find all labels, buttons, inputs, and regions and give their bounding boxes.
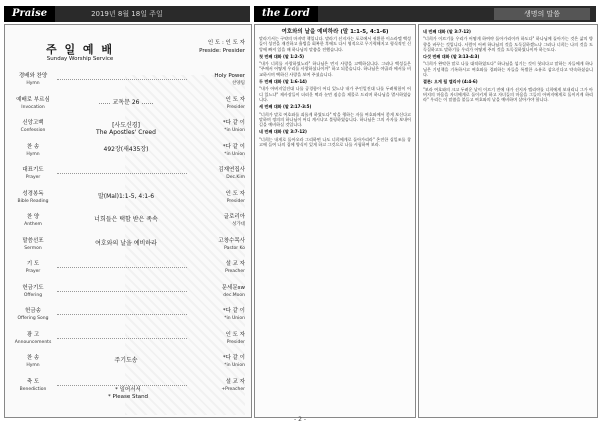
row-content: [사도신경] The Apostles' Creed — [96, 122, 156, 136]
row-person-ko: *다 같 이 — [222, 120, 245, 126]
row-person-ko: *다 같 이 — [222, 143, 245, 150]
row-person-en: 성가대 — [231, 222, 245, 227]
worship-row — [11, 214, 245, 236]
dotted-leader — [57, 314, 187, 315]
worship-row — [11, 167, 245, 189]
worship-row — [11, 285, 245, 307]
row-person — [191, 285, 245, 299]
dotted-leader — [57, 338, 187, 339]
dotted-leader — [57, 79, 187, 80]
right-banner — [254, 6, 596, 22]
row-person-en: Dec.Kim — [226, 175, 245, 180]
row-label-ko: 찬 양 — [26, 214, 40, 220]
row-person-en: Presider — [226, 339, 245, 345]
row-label-ko: 신앙고백 — [22, 120, 44, 126]
life-word-panel — [418, 24, 598, 418]
row-person-ko: 인 도 자 — [225, 190, 245, 197]
row-label-en: Bible Reading — [17, 198, 49, 204]
worship-row — [11, 120, 245, 142]
worship-row — [11, 261, 245, 283]
row-label-en: Hymn — [26, 81, 40, 86]
row-content: 여호와의 날을 예비하라 — [95, 239, 157, 247]
worship-row — [11, 332, 245, 354]
text-paragraph: "너희가 완악한 말로 나를 대적하였도다" 하나님을 섬기는 것이 헛되다고 말하는 자들에게 하나님은 기념책을 기록하시고 여호와를 경외하는 자들을 특별한 소유로 삼으신다고 약속하셨습니다. — [423, 61, 593, 78]
row-label — [11, 214, 55, 228]
text-paragraph: 네 번째 대화 (말 3:7-12) — [423, 29, 471, 34]
row-person-ko: Holy Power — [214, 73, 245, 79]
row-person-ko: 설 교 자 — [225, 378, 245, 385]
row-label-en: Hymn — [26, 151, 40, 157]
row-person — [191, 167, 245, 181]
row-label-ko: 광 고 — [26, 331, 40, 338]
worship-row — [11, 73, 245, 95]
row-label-ko: 찬 송 — [26, 143, 40, 150]
service-date: 2019년 8월 18일 주일 — [91, 10, 163, 18]
text-paragraph: 두 번째 대화 (말 1:6-14) — [259, 79, 307, 85]
row-label-ko: 대표기도 — [22, 167, 44, 173]
text-paragraph: "너희는 내게로 돌아오라 그리하면 나도 너희에게로 돌아가리라" 온전한 십일조를 창고에 들여 나의 집에 양식이 있게 하고 그것으로 나를 시험하여 보라. — [259, 136, 411, 148]
row-label — [11, 167, 55, 181]
row-person-en: dec.Moon — [223, 292, 245, 298]
row-content: 너희들은 택함 받은 족속 — [94, 216, 158, 223]
row-person-en: 찬양팀 — [231, 81, 245, 86]
row-label-en: Offering — [23, 292, 43, 298]
left-banner — [4, 6, 250, 22]
worship-order-panel — [4, 24, 252, 418]
worship-row — [11, 144, 245, 166]
row-label-ko: 축 도 — [26, 378, 40, 385]
text-paragraph: 결론: 오게 될 엘리야 (4:4-6) — [423, 79, 478, 85]
row-person-ko: 인 도 자 — [225, 331, 245, 338]
sermon-heading: 여호와의 날을 예비하라 (말 1:1-5, 4:1-6) — [281, 29, 389, 35]
standup-ko: * 일어서서 — [115, 387, 141, 393]
text-paragraph: 말라기서는 구약의 마지막 책입니다. 말라기 선지자는 포로에서 귀환한 이스라엘 백성들이 성전을 재건하고 율법을 회복한 후에도 다시 영적으로 무기력해지고 형식적인 신앙에 빠져 있을 때 하나님의 말씀을 전했습니다. — [259, 36, 411, 52]
row-label-en: Anthem — [24, 222, 42, 227]
row-person-en: Presider — [226, 198, 245, 204]
text-paragraph: 첫 번째 대화 (말 1:2-5) — [259, 53, 305, 59]
row-person — [191, 261, 245, 275]
row-label — [11, 73, 55, 87]
the-lord-tag: the Lord — [254, 6, 318, 22]
row-person-en: *in Union — [224, 151, 245, 157]
row-content: 492장(새435장) — [103, 145, 149, 153]
worship-title: 주 일 예 배 — [46, 43, 114, 56]
row-person — [191, 214, 245, 228]
row-label-ko: 기 도 — [26, 261, 40, 267]
text-paragraph: "너희가 말로 여호와를 괴롭게 하였도다" 악을 행하는 자를 여호와께서 좋게 보신다고 말하며 정의의 하나님이 어디 계시냐고 불평하였습니다. 하나님은 그의 사자를 보내어 길을 예비하실 것입니다. — [259, 111, 411, 128]
row-person-ko: 설 교 자 — [225, 261, 245, 267]
row-label-ko: 헌금기도 — [22, 284, 44, 291]
row-label — [11, 144, 55, 158]
row-label-en: Prayer — [25, 269, 41, 274]
row-content: …… 교독문 26 …… — [98, 98, 154, 106]
text-paragraph: "내가 너희를 사랑하였노라" 하나님은 먼저 사랑을 고백하십니다. 그러나 백성들은 "주께서 어떻게 우리를 사랑하셨나이까" 하고 되묻습니다. 하나님은 야곱과 에서를 비교하시며 택하신 사랑을 보여 주셨습니다. — [259, 61, 411, 77]
sermon-panel — [254, 24, 416, 418]
row-label-en: Announcements — [14, 339, 52, 345]
row-person — [191, 120, 245, 134]
row-content: 말(Mal)1:1-5, 4:1-6 — [97, 192, 155, 200]
row-label-en: Prayer — [25, 175, 41, 180]
worship-row — [11, 238, 245, 260]
row-person-en: *in Union — [224, 363, 245, 368]
row-person — [191, 73, 245, 87]
row-label — [11, 285, 55, 299]
row-person-en: *in Union — [224, 316, 245, 321]
row-label-en: Sermon — [24, 245, 42, 251]
row-person-ko: 고창수목사 — [218, 237, 245, 244]
leader-role: 인 도 : 인 도 자 — [207, 40, 245, 46]
standup-note — [5, 387, 251, 401]
row-label — [11, 120, 55, 134]
row-label — [11, 261, 55, 275]
row-person — [191, 97, 245, 111]
row-person-ko: 문세문sw — [221, 284, 245, 291]
text-paragraph: 다섯 번째 대화 (말 3:13-4:3) — [423, 54, 480, 60]
row-label — [11, 97, 55, 111]
worship-row — [11, 97, 245, 119]
sermon-text — [259, 36, 411, 405]
text-paragraph: "내가 아버지일진대 나를 공경함이 어디 있느냐 내가 주인일진대 나를 두려워함이 어디 있느냐" 제사장들이 더러운 떡과 눈먼 짐승을 제물로 드리며 하나님을 멸시하였습니다. — [259, 86, 411, 102]
row-label — [11, 191, 55, 205]
row-label-en: Confession — [20, 128, 46, 133]
row-label-en: Hymn — [26, 363, 40, 368]
row-label-ko: 성경봉독 — [22, 190, 44, 197]
dotted-leader — [57, 267, 187, 268]
row-label-en: Benediction — [19, 386, 47, 392]
row-person-en: Pastor Ko — [224, 245, 245, 251]
row-person-ko: 글로리아 — [223, 214, 245, 220]
row-person — [191, 355, 245, 369]
praise-tag: Praise — [4, 6, 55, 22]
worship-row — [11, 355, 245, 377]
dotted-leader — [57, 291, 187, 292]
row-person-en: *in Union — [224, 128, 245, 133]
row-person-ko: *다 같 이 — [222, 355, 245, 361]
row-person — [191, 238, 245, 252]
dotted-leader — [57, 385, 187, 386]
row-person-en: +Preacher — [221, 386, 245, 392]
row-label-en: Invocation — [21, 104, 45, 110]
row-person-en: Presider — [226, 104, 245, 110]
worship-row — [11, 191, 245, 213]
row-person — [191, 332, 245, 346]
leader-role-en: Preside: Presider — [199, 48, 245, 54]
row-label — [11, 308, 55, 322]
text-paragraph: 네 번째 대화 (말 3:7-12) — [259, 129, 307, 135]
row-person — [191, 308, 245, 322]
row-label-ko: 예배로 부르심 — [16, 96, 50, 103]
row-label — [11, 355, 55, 369]
page-number: - 2 - — [294, 416, 306, 423]
row-label-ko: 말씀선포 — [22, 237, 44, 244]
row-person — [191, 144, 245, 158]
text-paragraph: "보라 여호와의 크고 두려운 날이 이르기 전에 내가 선지자 엘리야를 너희에게 보내리니 그가 아버지의 마음을 자녀에게로 돌이키게 하고 자녀들의 마음을 그들의 아버지에게로 돌이키게 하리라" 우리는 이 말씀을 붙들고 여호와의 날을 예비하며 살아가야 합니다. — [423, 86, 593, 103]
row-label-ko: 헌금송 — [25, 308, 41, 314]
row-person-ko: *다 같 이 — [222, 308, 245, 314]
text-paragraph: "너희가 이르기를 우리가 어떻게 하여야 돌아가리이까 하도다" 하나님께 돌아가는 것은 삶의 방향을 바꾸는 것입니다. 사람이 어찌 하나님의 것을 도둑질하겠느냐 그러나 너희는 나의 것을 도둑질하고도 말하기를 우리가 어떻게 주의 것을 도둑질하였나이까 하는도다. — [423, 36, 593, 52]
leader-info — [199, 39, 245, 55]
row-label-ko: 찬 송 — [26, 355, 40, 361]
row-person-ko: 인 도 자 — [225, 96, 245, 103]
dotted-leader — [57, 173, 187, 174]
row-label — [11, 332, 55, 346]
text-paragraph: 세 번째 대화 (말 2:17-3:5) — [259, 104, 312, 110]
row-label-en: Offering Song — [17, 316, 49, 321]
row-label-ko: 경배와 찬양 — [18, 73, 48, 79]
standup-en: * Please Stand — [107, 394, 149, 400]
row-content: 주기도송 — [114, 357, 138, 364]
life-word-text — [423, 29, 593, 405]
row-person — [191, 191, 245, 205]
row-person-en: Preacher — [225, 269, 245, 274]
section-title: 생명의 말씀 — [494, 8, 590, 20]
row-person-ko: 김재연집사 — [218, 167, 245, 173]
row-label — [11, 238, 55, 252]
worship-row — [11, 308, 245, 330]
worship-title-en: Sunday Worship Service — [46, 56, 114, 62]
